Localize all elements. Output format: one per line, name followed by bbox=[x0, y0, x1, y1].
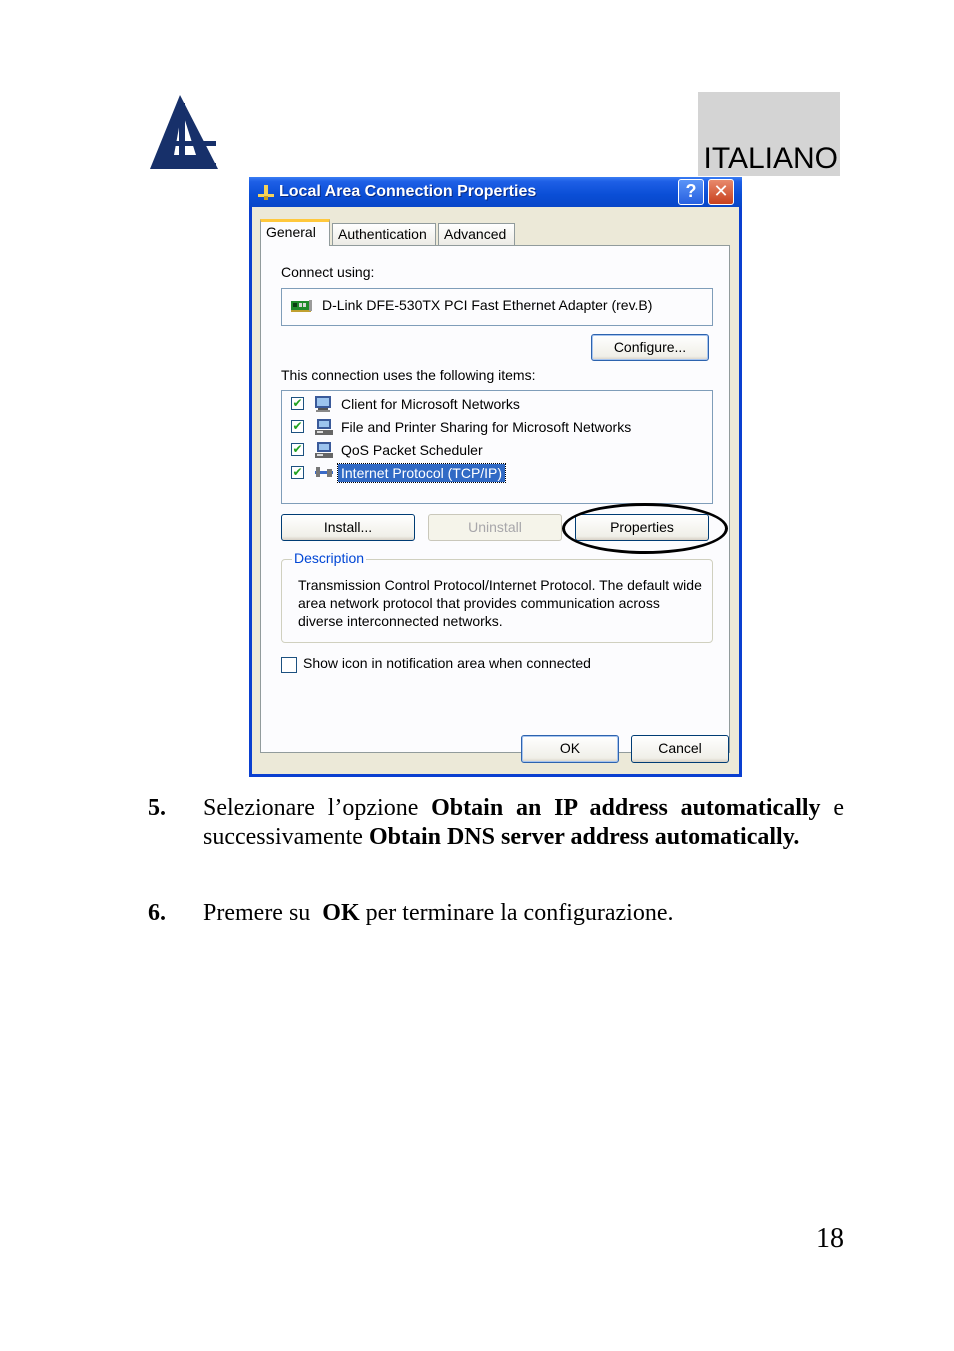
item-checkbox[interactable]: ✔ bbox=[292, 442, 303, 456]
item-checkbox[interactable]: ✔ bbox=[292, 396, 303, 410]
step-6 bbox=[0, 899, 954, 931]
protocol-icon bbox=[314, 464, 334, 482]
network-service-icon bbox=[314, 441, 334, 459]
tab-general[interactable]: General bbox=[260, 219, 330, 246]
page-number: 18 bbox=[816, 1223, 844, 1254]
connect-using-label: Connect using: bbox=[281, 264, 375, 280]
description-group bbox=[281, 550, 713, 643]
title-bar[interactable] bbox=[249, 177, 742, 207]
item-label: Client for Microsoft Networks bbox=[341, 396, 520, 412]
step-5 bbox=[0, 794, 954, 884]
adapter-field bbox=[281, 288, 713, 326]
step-text-bold: OK bbox=[322, 900, 360, 926]
cancel-button[interactable]: Cancel bbox=[631, 735, 729, 763]
network-connection-icon bbox=[257, 184, 275, 200]
properties-button[interactable]: Properties bbox=[575, 514, 709, 541]
lan-properties-dialog bbox=[249, 177, 742, 777]
help-button[interactable]: ? bbox=[678, 179, 704, 205]
close-button[interactable]: ✕ bbox=[708, 179, 734, 205]
install-button[interactable]: Install... bbox=[281, 514, 415, 541]
step-text bbox=[203, 794, 844, 852]
tab-advanced[interactable]: Advanced bbox=[438, 223, 515, 245]
show-icon-label[interactable]: Show icon in notification area when connected bbox=[303, 655, 591, 671]
language-label: ITALIANO bbox=[703, 142, 838, 175]
tab-authentication[interactable]: Authentication bbox=[332, 223, 436, 245]
network-adapter-icon bbox=[291, 299, 313, 313]
configure-button[interactable]: Configure... bbox=[591, 334, 709, 361]
atlantis-logo bbox=[148, 93, 220, 171]
item-label: Internet Protocol (TCP/IP) bbox=[338, 464, 505, 482]
components-list[interactable] bbox=[281, 390, 713, 504]
item-checkbox[interactable]: ✔ bbox=[292, 419, 303, 433]
ok-button[interactable]: OK bbox=[521, 735, 619, 763]
description-text: Transmission Control Protocol/Internet Protocol. The default wide area network protocol that provides communication across diverse interconnected networks. bbox=[298, 577, 702, 629]
show-icon-checkbox[interactable] bbox=[281, 657, 297, 673]
step-text-bold: Obtain DNS server address automatically. bbox=[368, 824, 800, 850]
dialog-client-area bbox=[252, 207, 739, 774]
network-client-icon bbox=[314, 395, 334, 413]
step-number: 6. bbox=[148, 900, 166, 926]
step-text-part: per terminare la configurazione. bbox=[359, 900, 674, 926]
item-checkbox[interactable]: ✔ bbox=[292, 465, 303, 479]
item-label: File and Printer Sharing for Microsoft Networks bbox=[341, 419, 632, 435]
description-legend: Description bbox=[294, 550, 365, 566]
uninstall-button[interactable]: Uninstall bbox=[428, 514, 562, 541]
step-text-part: Selezionare l’opzione bbox=[203, 795, 432, 821]
language-badge bbox=[698, 92, 840, 176]
dialog-title: Local Area Connection Properties bbox=[279, 183, 537, 200]
step-text-bold: Obtain an IP address automatically bbox=[431, 795, 821, 821]
step-text bbox=[203, 899, 844, 928]
item-label: QoS Packet Scheduler bbox=[341, 442, 483, 458]
step-text-part: e successivamente bbox=[203, 795, 844, 850]
general-tab-panel bbox=[260, 245, 730, 753]
network-service-icon bbox=[314, 418, 334, 436]
adapter-name: D-Link DFE-530TX PCI Fast Ethernet Adapter (rev.B) bbox=[322, 297, 653, 313]
items-label: This connection uses the following items: bbox=[281, 367, 536, 383]
step-number: 5. bbox=[148, 795, 166, 821]
step-text-part: Premere su bbox=[203, 900, 323, 926]
